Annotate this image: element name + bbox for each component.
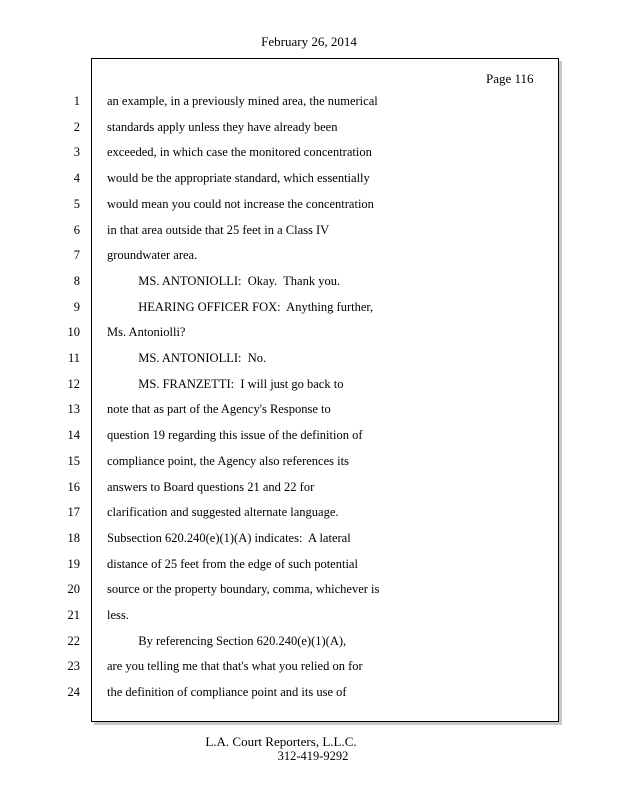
line-text: By referencing Section 620.240(e)(1)(A), (107, 634, 347, 648)
line-text: answers to Board questions 21 and 22 for (107, 480, 315, 494)
line-text: HEARING OFFICER FOX: Anything further, (107, 300, 374, 314)
line-text: source or the property boundary, comma, whichever is (107, 582, 380, 596)
line-number: 19 (67, 557, 80, 571)
line-number: 23 (67, 659, 80, 673)
line-text: an example, in a previously mined area, the numerical (107, 94, 378, 108)
line-number: 1 (73, 94, 80, 108)
line-number: 16 (67, 480, 80, 494)
line-text: in that area outside that 25 feet in a Class IV (107, 223, 330, 237)
line-text: compliance point, the Agency also references its (107, 454, 349, 468)
line-text: would be the appropriate standard, which essentially (107, 171, 370, 185)
line-text: MS. ANTONIOLLI: Okay. Thank you. (107, 274, 341, 288)
line-text: less. (107, 608, 129, 622)
line-number: 13 (67, 402, 80, 416)
line-number: 14 (67, 428, 80, 442)
line-number: 21 (67, 608, 80, 622)
line-text: MS. FRANZETTI: I will just go back to (107, 377, 344, 391)
line-number: 12 (67, 377, 80, 391)
line-number: 3 (73, 145, 80, 159)
line-text: standards apply unless they have already been (107, 120, 338, 134)
line-number: 5 (73, 197, 80, 211)
line-number: 8 (73, 274, 80, 288)
line-number: 2 (73, 120, 80, 134)
footer-company: L.A. Court Reporters, L.L.C. (205, 734, 357, 749)
line-number: 20 (67, 582, 80, 596)
line-text: distance of 25 feet from the edge of such potential (107, 557, 358, 571)
line-text: MS. ANTONIOLLI: No. (107, 351, 267, 365)
line-number: 24 (67, 685, 80, 699)
line-text: would mean you could not increase the concentration (107, 197, 374, 211)
line-text: Ms. Antoniolli? (107, 325, 186, 339)
line-number: 17 (67, 505, 80, 519)
footer-phone: 312-419-9292 (277, 749, 349, 763)
line-text: exceeded, in which case the monitored concentration (107, 145, 372, 159)
line-text: clarification and suggested alternate language. (107, 505, 339, 519)
line-text: the definition of compliance point and its use of (107, 685, 347, 699)
line-number: 18 (67, 531, 80, 545)
page-number: Page 116 (486, 71, 534, 86)
line-number: 11 (67, 351, 80, 365)
line-text: note that as part of the Agency's Response to (107, 402, 331, 416)
line-number: 10 (67, 325, 80, 339)
line-text: Subsection 620.240(e)(1)(A) indicates: A lateral (107, 531, 351, 545)
line-text: groundwater area. (107, 248, 198, 262)
line-text: are you telling me that that's what you relied on for (107, 659, 363, 673)
line-number: 9 (73, 300, 80, 314)
header-date: February 26, 2014 (261, 34, 357, 49)
line-number: 6 (73, 223, 80, 237)
line-text: question 19 regarding this issue of the definition of (107, 428, 363, 442)
line-number: 7 (73, 248, 80, 262)
line-number: 4 (73, 171, 80, 185)
line-number: 15 (67, 454, 80, 468)
line-number: 22 (67, 634, 80, 648)
